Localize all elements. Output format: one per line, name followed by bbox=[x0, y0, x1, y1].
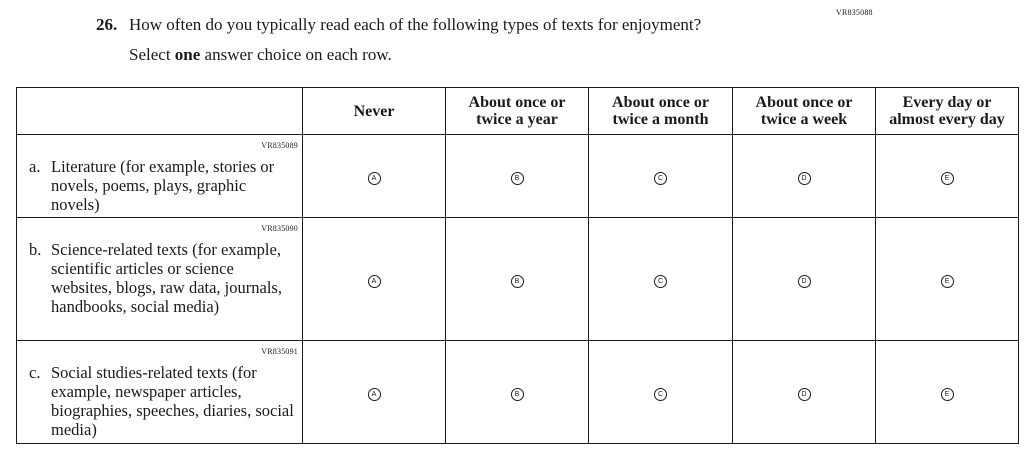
choice-cell bbox=[303, 135, 446, 218]
row-item-id: VR835091 bbox=[261, 347, 298, 356]
answer-bubble-b[interactable]: B bbox=[511, 275, 524, 288]
choice-cell bbox=[303, 218, 446, 341]
row-label-cell bbox=[17, 218, 303, 341]
answer-bubble-e[interactable]: E bbox=[941, 275, 954, 288]
header-blank bbox=[17, 88, 303, 135]
answer-bubble-c[interactable]: C bbox=[654, 172, 667, 185]
choice-cell bbox=[303, 341, 446, 444]
choice-cell bbox=[589, 218, 733, 341]
answer-bubble-c[interactable]: C bbox=[654, 388, 667, 401]
row-item-id: VR835090 bbox=[261, 224, 298, 233]
column-header-never bbox=[303, 88, 446, 135]
row-letter: c. bbox=[29, 363, 41, 382]
row-text: Social studies-related texts (for example, newspaper articles, biographies, speeches, diaries, social media) bbox=[51, 363, 294, 439]
column-header-day bbox=[876, 88, 1019, 135]
question-text: How often do you typically read each of the following types of texts for enjoyment? bbox=[129, 15, 702, 34]
choice-cell bbox=[876, 341, 1019, 444]
question-number: 26. bbox=[96, 15, 118, 34]
row-letter: b. bbox=[29, 240, 42, 259]
answer-bubble-b[interactable]: B bbox=[511, 388, 524, 401]
choice-cell bbox=[446, 341, 589, 444]
choice-cell bbox=[876, 135, 1019, 218]
choice-cell bbox=[733, 218, 876, 341]
row-letter: a. bbox=[29, 157, 41, 176]
column-header-day-line1: Every day or bbox=[902, 94, 992, 111]
answer-bubble-c[interactable]: C bbox=[654, 275, 667, 288]
answer-bubble-a[interactable]: A bbox=[368, 275, 381, 288]
column-header-week-line1: About once or bbox=[755, 94, 853, 111]
table-row bbox=[17, 341, 1019, 444]
column-header-month-line1: About once or bbox=[612, 94, 709, 111]
answer-bubble-b[interactable]: B bbox=[511, 172, 524, 185]
choice-cell bbox=[446, 135, 589, 218]
answer-bubble-e[interactable]: E bbox=[941, 172, 954, 185]
table-row bbox=[17, 218, 1019, 341]
column-header-day-line2: almost every day bbox=[889, 111, 1005, 128]
answer-bubble-a[interactable]: A bbox=[368, 172, 381, 185]
table-row bbox=[17, 135, 1019, 218]
choice-cell bbox=[733, 341, 876, 444]
answer-bubble-d[interactable]: D bbox=[798, 388, 811, 401]
answer-grid bbox=[16, 87, 1019, 444]
row-item-id: VR835089 bbox=[261, 141, 298, 150]
choice-cell bbox=[589, 135, 733, 218]
answer-bubble-d[interactable]: D bbox=[798, 172, 811, 185]
question-instruction bbox=[129, 45, 392, 65]
row-text: Literature (for example, stories or novels, poems, plays, graphic novels) bbox=[51, 157, 275, 214]
column-header-week-line2: twice a week bbox=[760, 111, 848, 128]
choice-cell bbox=[733, 135, 876, 218]
item-id: VR835088 bbox=[836, 8, 873, 17]
column-header-week bbox=[733, 88, 876, 135]
header-row bbox=[17, 88, 1019, 135]
column-header-never-line1: Never bbox=[353, 102, 395, 120]
instruction-post: answer choice on each row. bbox=[200, 45, 392, 64]
column-header-month bbox=[589, 88, 733, 135]
column-header-month-line2: twice a month bbox=[612, 111, 709, 128]
column-header-year-line1: About once or bbox=[468, 94, 566, 111]
column-header-year bbox=[446, 88, 589, 135]
choice-cell bbox=[589, 341, 733, 444]
instruction-pre: Select bbox=[129, 45, 175, 64]
instruction-bold: one bbox=[174, 45, 201, 64]
choice-cell bbox=[446, 218, 589, 341]
answer-bubble-d[interactable]: D bbox=[798, 275, 811, 288]
answer-bubble-e[interactable]: E bbox=[941, 388, 954, 401]
answer-bubble-a[interactable]: A bbox=[368, 388, 381, 401]
choice-cell bbox=[876, 218, 1019, 341]
column-header-year-line2: twice a year bbox=[476, 111, 558, 128]
row-label-cell bbox=[17, 341, 303, 444]
row-text: Science-related texts (for example, scientific articles or science websites, blogs, raw data, journals, handbooks, social media) bbox=[51, 240, 282, 316]
row-label-cell bbox=[17, 135, 303, 218]
